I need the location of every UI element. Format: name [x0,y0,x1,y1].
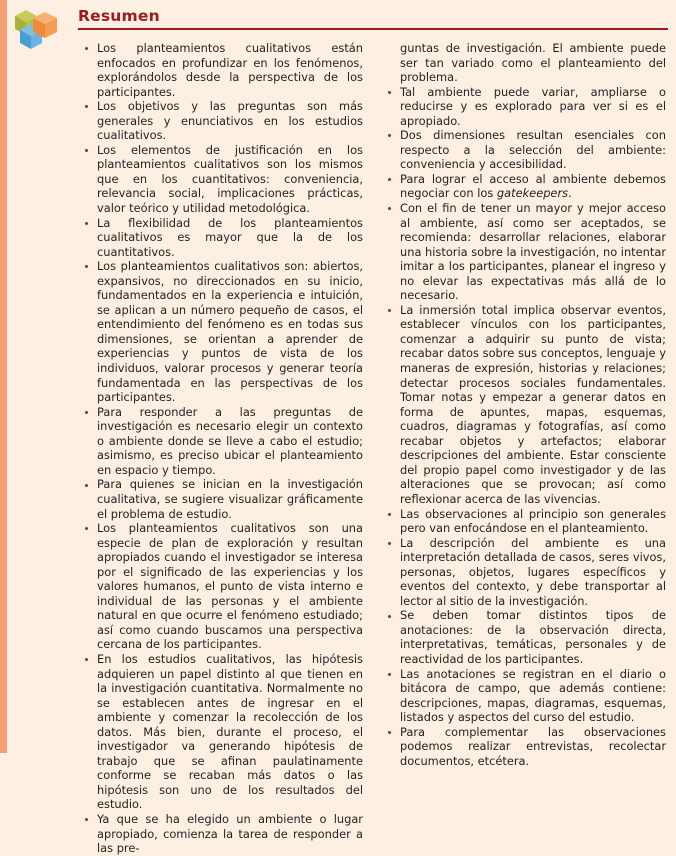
list-item: Los elementos de justificación en los planteamientos cualitativos son los mismos que en los cuantitativos: conveniencia, relevancia social, implicaciones prácticas, valor teórico y utilidad metodológica. [78,143,363,216]
title-block [78,8,668,30]
list-item: Se deben tomar distintos tipos de anotaciones: de la observación directa, interpretativas, temáticas, personales y de reactividad de los participantes. [381,608,666,666]
list-item-continuation: guntas de investigación. El ambiente puede ser tan variado como el planteamiento del problema. [400,41,666,85]
list-item: La inmersión total implica observar eventos, establecer vínculos con los participantes, comenzar a adquirir su punto de vista; recabar datos sobre sus conceptos, lenguaje y maneras de expresión, historias y relaciones; detectar procesos sociales fundamentales. Tomar notas y empezar a generar datos en forma de apuntes, mapas, esquemas, cuadros, diagramas y fotografías, así como recabar objetos y artefactos; elaborar descripciones del ambiente. Estar consciente del propio papel como investigador y de las alteraciones que se provocan; así como reflexionar acerca de las vivencias. [381,303,666,507]
list-item: En los estudios cualitativos, las hipótesis adquieren un papel distinto al que tienen en la investigación cuantitativa. Normalmente no se establecen antes de ingresar en el ambiente y comenzar la recolección de los datos. Más bien, durante el proceso, el investigador va generando hipótesis de trabajo que se afinan paulatinamente conforme se recaban más datos o las hipótesis son uno de los resultados del estudio. [78,652,363,812]
list-item: Los planteamientos cualitativos son: abiertos, expansivos, no direccionados en su inicio, fundamentados en la experiencia e intuición, se aplican a un número pequeño de casos, el entendimiento del fenómeno es en todas sus dimensiones, se orientan a aprender de experiencias y puntos de vista de los individuos, valorar procesos y generar teoría fundamentada en las perspectivas de los participantes. [78,259,363,404]
right-column-list [381,41,666,768]
left-column-list [78,41,363,856]
list-item: Los objetivos y las preguntas son más generales y enunciativos en los estudios cualitativos. [78,99,363,143]
list-item: La flexibilidad de los planteamientos cualitativos es mayor que la de los cuantitativos. [78,216,363,260]
list-item: Los planteamientos cualitativos están enfocados en profundizar en los fenómenos, explorándolos desde la perspectiva de los participantes. [78,41,363,99]
list-item: Las observaciones al principio son generales pero van enfocándose en el planteamiento. [381,507,666,536]
right-column [381,41,666,768]
list-item: Los planteamientos cualitativos son una especie de plan de exploración y resultan apropiados cuando el investigador se interesa por el significado de las experiencias y los valores humanos, el punto de vista interno e individual de las personas y el ambiente natural en que ocurre el fenómeno estudiado; así como cuando buscamos una perspectiva cercana de los participantes. [78,521,363,652]
left-column [78,41,363,856]
list-item: Para complementar las observaciones podemos realizar entrevistas, recolectar documentos, etcétera. [381,725,666,769]
list-item: La descripción del ambiente es una interpretación detallada de casos, seres vivos, personas, objetos, lugares específicos y eventos del contexto, y debe transportar al lector al sitio de la investigación. [381,536,666,609]
list-item: Con el fin de tener un mayor y mejor acceso al ambiente, así como ser aceptados, se recomienda: desarrollar relaciones, elaborar una historia sobre la investigación, no intentar imitar a los participantes, planear el ingreso y no elevar las expectativas más allá de lo necesario. [381,201,666,303]
list-item: Ya que se ha elegido un ambiente o lugar apropiado, comienza la tarea de responder a las pre- [78,812,363,856]
list-item: Para lograr el acceso al ambiente debemos negociar con los gatekeepers. [381,172,666,201]
title-divider [78,28,668,30]
list-item: Tal ambiente puede variar, ampliarse o reducirse y es explorado para ver si es el apropiado. [381,85,666,129]
list-item: Para responder a las preguntas de investigación es necesario elegir un contexto o ambiente donde se lleve a cabo el estudio; asimismo, es preciso ubicar el planteamiento en espacio y tiempo. [78,405,363,478]
page-title: Resumen [78,7,160,25]
summary-columns [0,41,676,856]
italic-term: gatekeepers [496,186,569,201]
list-item: Las anotaciones se registran en el diario o bitácora de campo, que además contiene: descripciones, mapas, diagramas, esquemas, listados y aspectos del curso del estudio. [381,667,666,725]
summary-header [0,0,676,40]
list-item: Para quienes se inician en la investigación cualitativa, se sugiere visualizar gráficamente el problema de estudio. [78,477,363,521]
list-item: Dos dimensiones resultan esenciales con respecto a la selección del ambiente: conveniencia y accesibilidad. [381,128,666,172]
